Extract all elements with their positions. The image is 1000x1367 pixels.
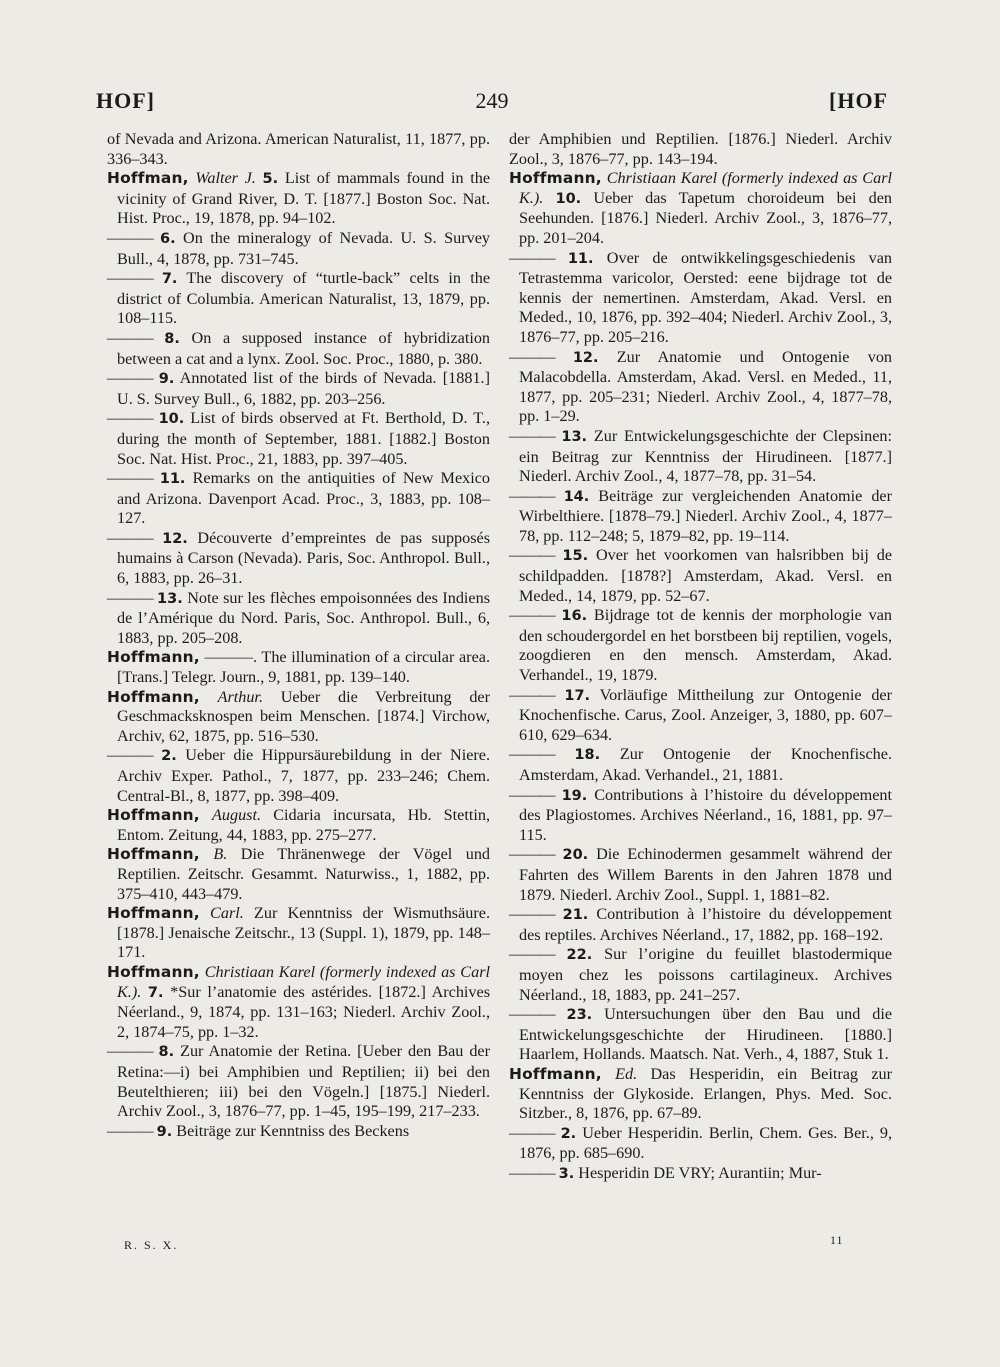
entry-text: Sur l’origine du feuillet blastodermique moyen chez les poissons cartilagineux. Archives Néerland., 18, 1883, pp. 241–257. [519, 945, 893, 1004]
entry-number: 12. [162, 530, 188, 547]
ditto-dash: ——— [509, 745, 555, 764]
entry-number: 15. [562, 548, 589, 565]
entry-text: Ueber Hesperidin. Berlin, Chem. Ges. Ber., 9, 1876, pp. 685–690. [519, 1123, 893, 1163]
bibliography-entry [107, 269, 490, 329]
author-given-name: B. [213, 845, 228, 864]
bibliography-entry [107, 648, 490, 687]
ditto-dash: ——— [107, 469, 153, 488]
bibliography-entry [107, 904, 490, 963]
bibliography-entry [107, 469, 490, 529]
entry-number: 22. [566, 947, 593, 964]
ditto-dash: ——— [509, 486, 555, 505]
ditto-dash: ——— [107, 1042, 153, 1061]
bibliography-entry [107, 409, 490, 469]
ditto-dash: ——— [107, 369, 153, 388]
ditto-dash: ——— [509, 606, 555, 625]
entry-number: 5. [262, 171, 279, 188]
page-number: 249 [475, 88, 509, 113]
entry-number: 17. [564, 687, 591, 704]
entry-number: 8. [164, 330, 180, 347]
author-given-name: Ed. [615, 1064, 638, 1083]
author-given-name: Christiaan Karel (formerly indexed as Carl K.). [117, 962, 490, 1001]
entry-text: Vorläufige Mittheilung zur Ontogenie der Knochenfische. Carus, Zool. Anzeiger, 3, 1880, pp. 607–610, 629–634. [519, 685, 892, 744]
entry-number: 11. [567, 250, 594, 267]
bibliography-entry [509, 745, 892, 785]
bibliography-entry [509, 249, 892, 348]
entry-text: der Amphibien und Reptilien. [1876.] Niederl. Archiv Zool., 3, 1876–77, pp. 143–194. [509, 130, 892, 168]
entry-number: 23. [566, 1007, 593, 1024]
entry-number: 2. [161, 748, 177, 765]
bibliography-entry [107, 529, 490, 589]
entry-text: Ueber die Hippursäurebildung in der Niere. Archiv Exper. Pathol., 7, 1877, pp. 233–246; Chem. Central-Bl., 8, 1877, pp. 398–409. [117, 746, 491, 805]
entry-number: 13. [157, 590, 183, 607]
ditto-dash: ——— [509, 1005, 555, 1024]
bibliography-entry [509, 606, 892, 685]
ditto-dash: ——— [107, 528, 153, 547]
ditto-dash: ——— [107, 269, 153, 288]
entry-text: Bijdrage tot de kennis der morphologie van den schoudergordel en het borstbeen bij reptilien, vogels, zoogdieren en den mensch. Amsterdam, Akad. Verhandel., 19, 1879. [519, 606, 892, 685]
bibliography-entry [107, 806, 490, 845]
bibliography-entry [509, 845, 892, 905]
ditto-dash: ——— [509, 905, 555, 924]
ditto-dash: ——— [509, 347, 555, 366]
entry-text: List of birds observed at Ft. Berthold, D. T., during the month of September, 1881. [1882.] Boston Soc. Nat. Hist. Proc., 21, 1883, pp. 397–405. [117, 409, 491, 468]
entry-text: Beiträge zur Kenntniss des Beckens [176, 1121, 410, 1140]
bibliography-entry [509, 348, 892, 427]
bibliography-entry [509, 686, 892, 746]
entry-number: 7. [147, 984, 164, 1001]
bibliography-entry [509, 546, 892, 606]
entry-number: 10. [158, 411, 185, 428]
author-surname: Hoffmann, [107, 962, 200, 981]
bibliography-entry [509, 487, 892, 547]
sheet-number: 11 [830, 1233, 844, 1247]
left-column [107, 130, 490, 1142]
bibliography-entry [509, 130, 892, 169]
bibliography-entry [509, 905, 892, 945]
entry-text: Zur Kenntniss der Wismuthsäure. [1878.] Jenaische Zeitschr., 13 (Suppl. 1), 1879, pp. 148–171. [117, 904, 491, 962]
entry-text: Die Thränenwege der Vögel und Reptilien. Zeitschr. Gesammt. Naturwiss., 1, 1882, pp. 375–410, 443–479. [117, 845, 491, 903]
entry-text: of Nevada and Arizona. American Naturalist, 11, 1877, pp. 336–343. [107, 130, 490, 168]
bibliography-entry [107, 963, 490, 1042]
ditto-dash: ——— [107, 588, 153, 607]
entry-text: Remarks on the antiquities of New Mexico and Arizona. Davenport Acad. Proc., 3, 1883, pp. 108–127. [117, 469, 491, 528]
entry-text: Zur Entwickelungsgeschichte der Clepsinen: ein Beitrag zur Kenntniss der Hirudineen. [1877.] Niederl. Archiv Zool., 4, 1877–78, pp. 31–54. [519, 426, 893, 486]
ditto-dash: ——— [509, 845, 555, 864]
entry-number: 8. [158, 1044, 175, 1061]
entry-number: 14. [563, 488, 590, 505]
bibliography-entry [107, 229, 490, 269]
bibliography-entry [509, 1124, 892, 1164]
entry-text: Die Echinodermen gesammelt während der Fahrten des Willem Barents in den Jahren 1878 und 1879. Niederl. Archiv Zool., Suppl. 1, 1881–82. [519, 845, 893, 904]
ditto-dash: ——— [107, 409, 153, 428]
bibliography-entry [509, 945, 892, 1005]
author-given-name: Christiaan Karel (formerly indexed as Carl K.). [519, 169, 892, 207]
entry-number: 3. [558, 1165, 575, 1182]
running-head-right: [HOF [829, 88, 888, 113]
bibliography-entry [509, 1005, 892, 1065]
author-surname: Hoffmann, [107, 687, 200, 706]
entry-number: 6. [160, 230, 176, 247]
signature-mark: R. S. X. [124, 1238, 179, 1252]
entry-number: 12. [572, 349, 599, 366]
ditto-dash: ——— [107, 1121, 153, 1140]
ditto-dash: ——— [509, 685, 555, 704]
ditto-dash: ——— [509, 945, 555, 964]
ditto-dash: ——— [509, 248, 555, 267]
entry-number: 10. [555, 190, 582, 207]
entry-number: 20. [562, 847, 589, 864]
author-given-name: Arthur. [217, 687, 263, 706]
ditto-dash: ——— [509, 426, 555, 445]
entry-text: Das Hesperidin, ein Beitrag zur Kenntniss der Glykoside. Erlangen, Phys. Med. Soc. Sitzber., 8, 1876, pp. 67–89. [519, 1064, 892, 1123]
entry-number: 9. [156, 1123, 173, 1140]
ditto-dash: ——— [509, 785, 555, 804]
bibliography-entry [509, 1164, 892, 1185]
entry-text: ———. The illumination of a circular area. [Trans.] Telegr. Journ., 9, 1881, pp. 139–140. [117, 648, 490, 687]
entry-number: 9. [158, 371, 175, 388]
ditto-dash: ——— [509, 1163, 555, 1182]
author-given-name: Walter J. [195, 169, 256, 188]
ditto-dash: ——— [509, 546, 555, 565]
entry-number: 19. [561, 787, 588, 804]
entry-text: Note sur les flèches empoisonnées des Indiens de l’Amérique du Nord. Paris, Soc. Anthropol. Bull., 6, 1883, pp. 205–208. [117, 588, 490, 647]
entry-number: 2. [560, 1125, 577, 1142]
bibliography-entry [107, 845, 490, 904]
entry-text: Over het voorkomen van halsribben bij de schildpadden. [1878?] Amsterdam, Akad. Versl. en Meded., 14, 1879, pp. 52–67. [519, 546, 892, 605]
bibliography-entry [509, 1065, 892, 1124]
author-given-name: August. [212, 806, 262, 825]
bibliography-entry [107, 369, 490, 409]
running-head-left: HOF] [96, 88, 155, 113]
author-surname: Hoffmann, [107, 648, 200, 667]
entry-text: Annotated list of the birds of Nevada. [1881.] U. S. Survey Bull., 6, 1882, pp. 203–256. [117, 369, 490, 408]
author-surname: Hoffman, [107, 169, 189, 188]
bibliography-entry [107, 329, 490, 369]
entry-text: List of mammals found in the vicinity of Grand River, D. T. [1877.] Boston Soc. Nat. Hist. Proc., 19, 1878, pp. 94–102. [117, 169, 491, 228]
author-surname: Hoffmann, [509, 169, 602, 188]
author-given-name: Carl. [210, 904, 244, 923]
author-surname: Hoffmann, [107, 806, 200, 825]
entry-number: 16. [561, 608, 588, 625]
entry-text: Beiträge zur vergleichenden Anatomie der Wirbelthiere. [1878–79.] Niederl. Archiv Zool., 4, 1877–78, pp. 112–248; 5, 1879–82, pp. 19–114. [519, 486, 893, 545]
bibliography-entry [509, 169, 892, 248]
ditto-dash: ——— [107, 328, 153, 347]
entry-text: Contribution à l’histoire du développement des reptiles. Archives Néerland., 17, 1882, pp. 168–192. [519, 905, 893, 944]
ditto-dash: ——— [107, 746, 153, 765]
entry-text: Over de ontwikkelingsgeschiedenis van Tetrastemma varicolor, Oersted: eene bijdrage tot de kennis der nemertinen. Amsterdam, Akad. Versl. en Meded., 10, 1876, pp. 392–404; Niederl. Archiv Zool., 3, 1876–77, pp. 205–216. [519, 248, 893, 346]
bibliography-entry [509, 427, 892, 487]
entry-text: Zur Anatomie und Ontogenie von Malacobdella. Amsterdam, Akad. Versl. en Meded., 11, 1877, pp. 205–231; Niederl. Archiv Zool., 4, 1877–78, pp. 1–29. [519, 347, 893, 426]
ditto-dash: ——— [107, 228, 153, 247]
author-surname: Hoffmann, [107, 845, 200, 864]
entry-number: 11. [159, 471, 186, 488]
entry-text: On a supposed instance of hybridization between a cat and a lynx. Zool. Soc. Proc., 1880, p. 380. [117, 328, 491, 368]
bibliography-entry [509, 786, 892, 846]
bibliography-entry [107, 169, 490, 229]
ditto-dash: ——— [509, 1123, 555, 1142]
author-surname: Hoffmann, [107, 904, 200, 923]
entry-text: Ueber die Verbreitung der Geschmacksknospen beim Menschen. [1874.] Virchow, Archiv, 62, 1875, pp. 516–530. [117, 687, 490, 745]
entry-text: *Sur l’anatomie des astérides. [1872.] Archives Néerland., 9, 1874, pp. 131–163; Niederl. Archiv Zool., 2, 1874–75, pp. 1–32. [117, 982, 491, 1041]
entry-number: 21. [562, 907, 589, 924]
entry-text: Zur Ontogenie der Knochenfische. Amsterdam, Akad. Verhandel., 21, 1881. [519, 745, 892, 784]
bibliography-entry [107, 1042, 490, 1121]
bibliography-entry [107, 1122, 490, 1143]
entry-text: Cidaria incursata, Hb. Stettin, Entom. Zeitung, 44, 1883, pp. 275–277. [117, 806, 490, 844]
entry-text: Hesperidin DE VRY; Aurantiin; Mur- [578, 1163, 822, 1182]
entry-text: Untersuchungen über den Bau und die Entwickelungsgeschichte der Hirudineen. [1880.] Haarlem, Hollands. Maatsch. Nat. Verh., 4, 1887, Stuk 1. [519, 1005, 893, 1064]
entry-text: On the mineralogy of Nevada. U. S. Survey Bull., 4, 1878, pp. 731–745. [117, 228, 490, 268]
entry-text: Ueber das Tapetum choroideum bei den Seehunden. [1876.] Niederl. Archiv Zool., 3, 1876–77, pp. 201–204. [519, 188, 893, 247]
entry-text: Zur Anatomie der Retina. [Ueber den Bau der Retina:—i) bei Amphibien und Reptilien; ii) bei den Beutelthieren; iii) bei den Vögeln.] [1875.] Niederl. Archiv Zool., 3, 1876–77, pp. 1–45, 195–199, 217–233. [117, 1042, 491, 1121]
entry-text: Découverte d’empreintes de pas supposés humains à Carson (Nevada). Paris, Soc. Anthropol. Bull., 6, 1883, pp. 26–31. [117, 528, 491, 588]
right-column [509, 130, 892, 1184]
entry-number: 7. [161, 271, 178, 288]
entry-text: Contributions à l’histoire du développement des Plagiostomes. Archives Néerland., 16, 1881, pp. 97–115. [519, 785, 892, 844]
entry-text: The discovery of “turtle-back” celts in the district of Columbia. American Naturalist, 13, 1879, pp. 108–115. [117, 269, 491, 328]
bibliography-entry [107, 746, 490, 806]
bibliography-entry [107, 130, 490, 169]
entry-number: 13. [561, 428, 588, 445]
author-surname: Hoffmann, [509, 1064, 602, 1083]
bibliography-entry [107, 589, 490, 649]
running-head [96, 88, 888, 118]
bibliography-entry [107, 688, 490, 747]
entry-number: 18. [574, 747, 601, 764]
